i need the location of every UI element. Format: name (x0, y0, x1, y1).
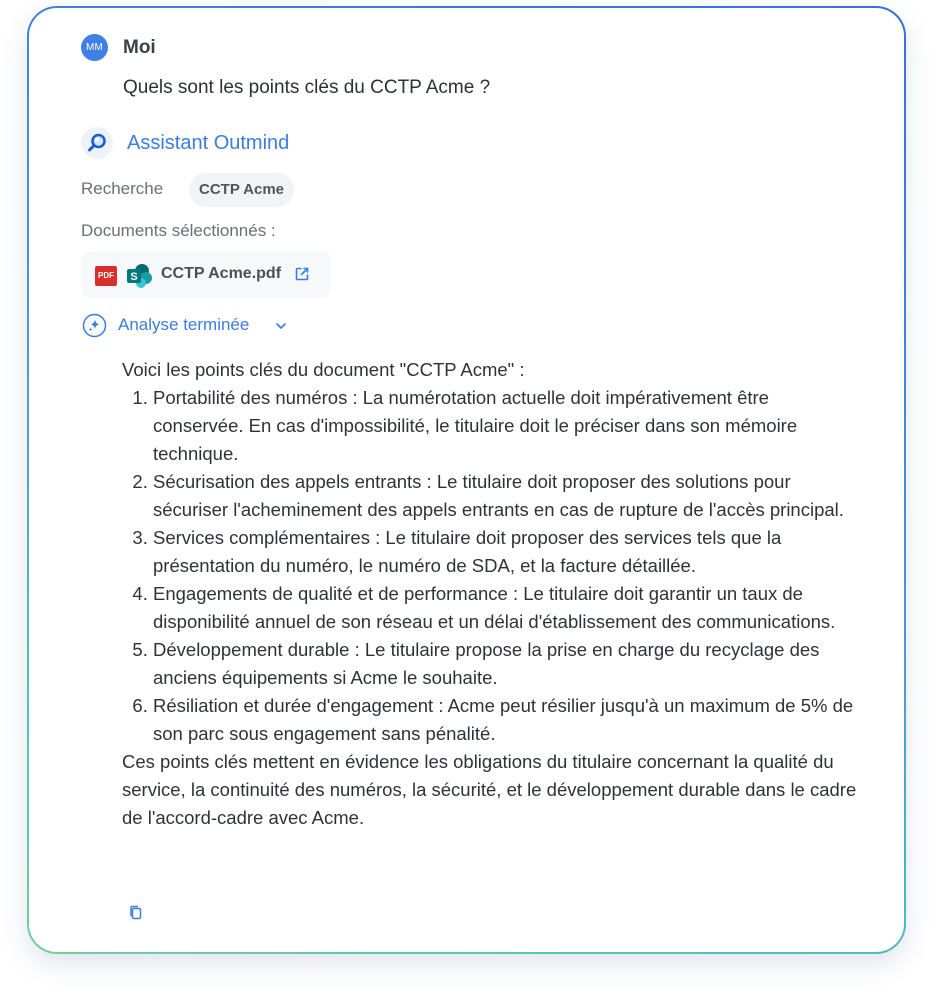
copy-icon[interactable] (127, 904, 145, 922)
search-label: Recherche (81, 179, 164, 198)
user-message: Quels sont les points clés du CCTP Acme ? (123, 77, 491, 98)
list-item: 1. Portabilité des numéros : La numérotation actuelle doit impérativement être conservée. En cas d'impossibilité, le titulaire doit le préciser dans son mémoire technique. (153, 384, 862, 468)
analysis-status-toggle[interactable]: Analyse terminée (118, 315, 250, 334)
list-item: 4. Engagements de qualité et de performance : Le titulaire doit garantir un taux de disponibilité annuel de son réseau et un délai d'établissement des communications. (153, 580, 862, 636)
documents-label: Documents sélectionnés : (81, 221, 276, 240)
document-name[interactable]: CCTP Acme.pdf (161, 265, 282, 282)
list-item: 6. Résiliation et durée d'engagement : Acme peut résilier jusqu'à un maximum de 5% de son parc sous engagement sans pénalité. (153, 692, 862, 748)
assistant-name: Assistant Outmind (127, 132, 290, 154)
assistant-search-icon (81, 127, 113, 159)
answer-intro: Voici les points clés du document "CCTP Acme" : (122, 359, 525, 380)
user-avatar: MM (81, 34, 108, 61)
pdf-icon: PDF (95, 266, 117, 286)
svg-text:S: S (130, 271, 138, 283)
list-item: 5. Développement durable : Le titulaire propose la prise en charge du recyclage des anciens équipements si Acme le souhaite. (153, 636, 862, 692)
list-item: 3. Services complémentaires : Le titulaire doit proposer des services tels que la présentation du numéro, le numéro de SDA, et la facture détaillée. (153, 524, 862, 580)
answer-conclusion: Ces points clés mettent en évidence les obligations du titulaire concernant la qualité du service, la continuité des numéros, la sécurité, et le développement durable dans le cadre de l'accord-cadre avec Acme. (122, 751, 857, 828)
assistant-answer (122, 356, 862, 832)
chevron-down-icon[interactable] (274, 319, 288, 333)
list-item: 2. Sécurisation des appels entrants : Le titulaire doit proposer des solutions pour sécuriser l'acheminement des appels entrants en cas de rupture de l'accès principal. (153, 468, 862, 524)
open-external-icon[interactable] (294, 266, 310, 282)
key-points-list (122, 384, 862, 748)
sharepoint-icon (125, 262, 153, 290)
user-name: Moi (123, 37, 156, 58)
sparkle-icon (82, 313, 107, 338)
search-query-chip[interactable]: CCTP Acme (189, 173, 294, 207)
